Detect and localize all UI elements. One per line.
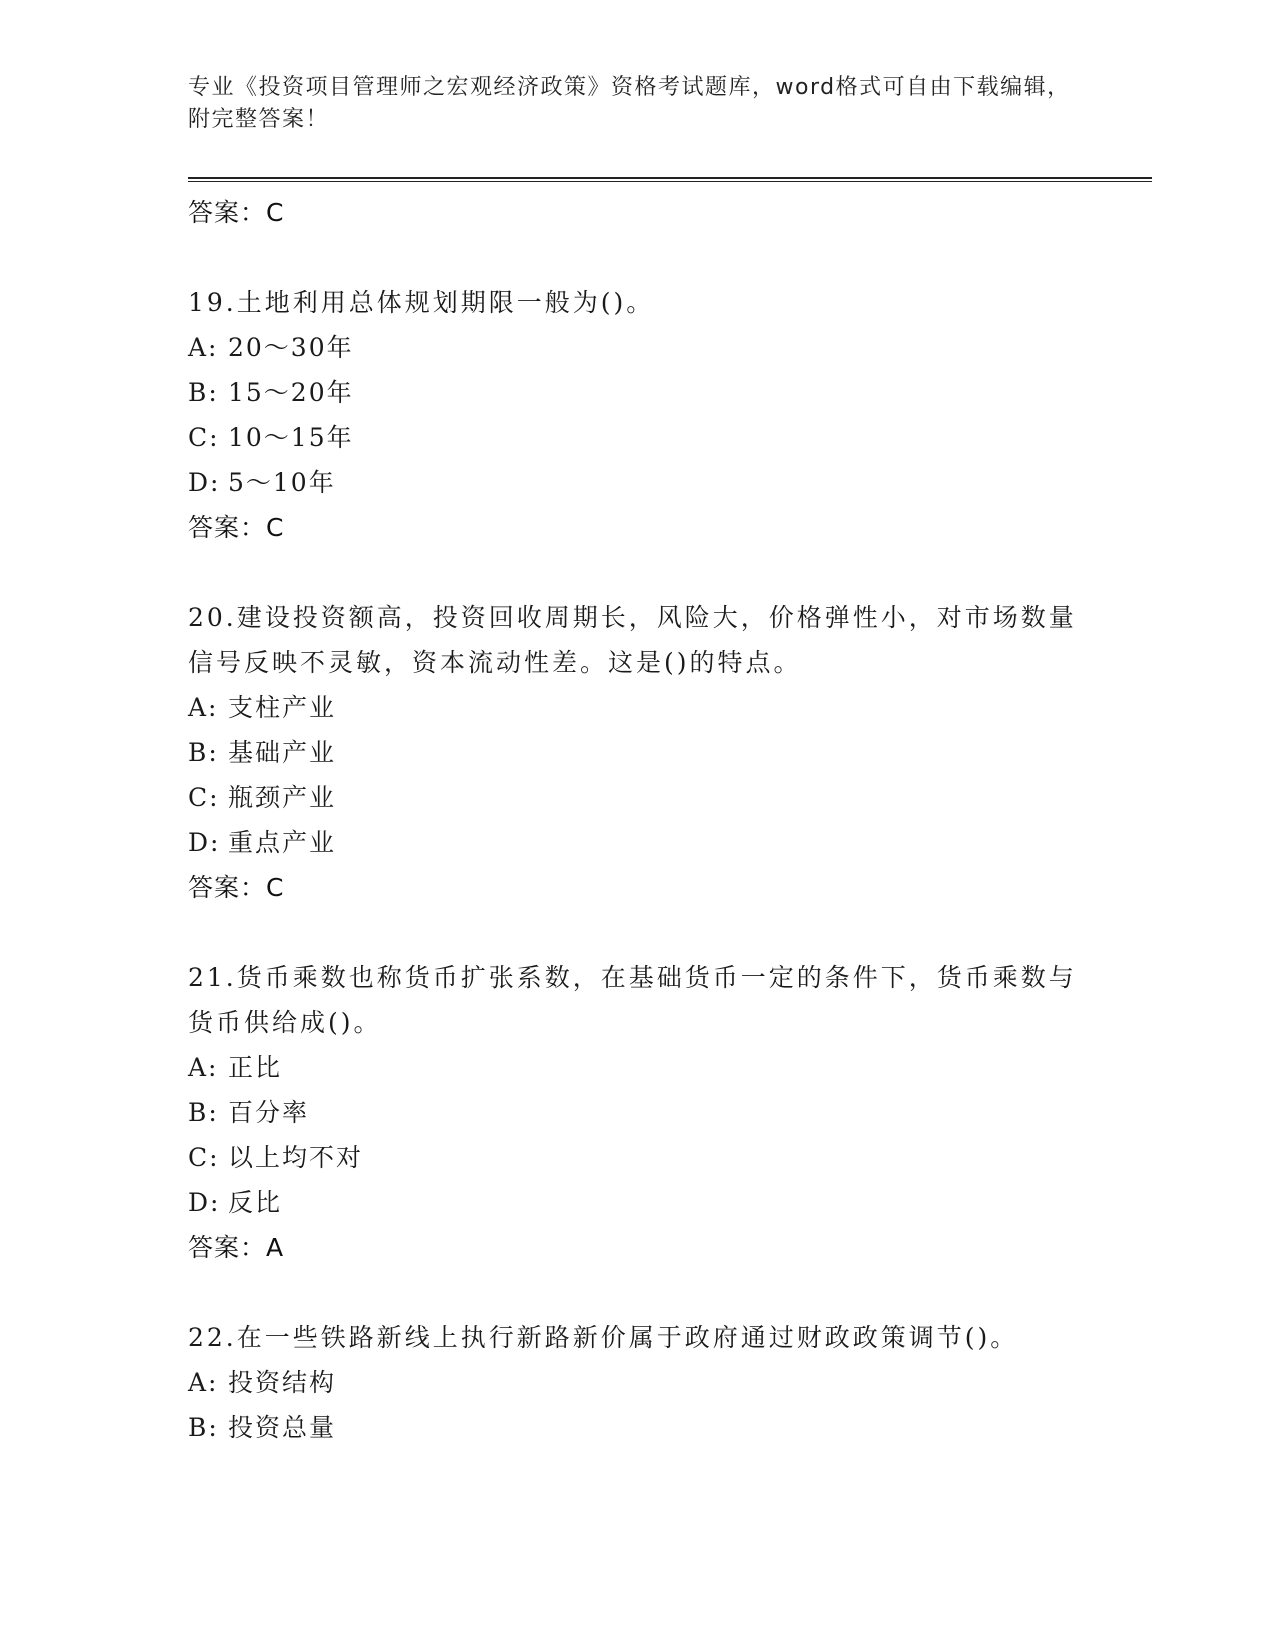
option-key: A: <box>188 333 219 362</box>
answer: 答案：A <box>188 1233 285 1262</box>
question-stem: 19.土地利用总体规划期限一般为()。 <box>188 288 655 317</box>
option-key: A: <box>188 1368 219 1397</box>
question-stem: 22.在一些铁路新线上执行新路新价属于政府通过财政政策调节()。 <box>188 1323 1019 1352</box>
option-key: B: <box>188 378 219 407</box>
option-a <box>188 325 1088 370</box>
option-text: 投资总量 <box>228 1413 337 1442</box>
option-key: A: <box>188 693 219 722</box>
option-d <box>188 820 1088 865</box>
answer: 答案：C <box>188 513 285 542</box>
option-text: 重点产业 <box>228 828 337 857</box>
option-key: B: <box>188 738 219 767</box>
option-d <box>188 1180 1088 1225</box>
question-stem: 21.货币乘数也称货币扩张系数，在基础货币一定的条件下，货币乘数与货币供给成()。 <box>188 963 1077 1037</box>
option-text: 反比 <box>228 1188 283 1217</box>
option-text: 5～10年 <box>228 468 336 497</box>
header-rule <box>188 177 1152 179</box>
option-key: D: <box>188 1188 221 1217</box>
header-text: 专业《投资项目管理师之宏观经济政策》资格考试题库，word格式可自由下载编辑，附完整答案！ <box>188 75 1071 132</box>
option-key: B: <box>188 1098 219 1127</box>
option-b <box>188 730 1088 775</box>
option-key: C: <box>188 423 220 452</box>
option-text: 百分率 <box>228 1098 310 1127</box>
answer: 答案：C <box>188 873 285 902</box>
option-text: 正比 <box>228 1053 283 1082</box>
document-header <box>188 72 1088 136</box>
option-key: A: <box>188 1053 219 1082</box>
question-stem: 20.建设投资额高，投资回收周期长，风险大，价格弹性小，对市场数量信号反映不灵敏，资本流动性差。这是()的特点。 <box>188 603 1077 677</box>
question-21 <box>188 955 1088 1271</box>
option-d <box>188 460 1088 505</box>
option-c <box>188 1135 1088 1180</box>
option-c <box>188 775 1088 820</box>
option-key: D: <box>188 468 221 497</box>
option-b <box>188 1405 1088 1450</box>
option-b <box>188 1090 1088 1135</box>
option-key: C: <box>188 1143 220 1172</box>
option-key: D: <box>188 828 221 857</box>
option-text: 基础产业 <box>228 738 337 767</box>
option-a <box>188 1045 1088 1090</box>
option-a <box>188 1360 1088 1405</box>
option-b <box>188 370 1088 415</box>
header-rule-thin <box>188 181 1152 182</box>
option-text: 支柱产业 <box>228 693 337 722</box>
option-c <box>188 415 1088 460</box>
document-body <box>188 190 1088 1450</box>
option-text: 以上均不对 <box>228 1143 364 1172</box>
question-19 <box>188 280 1088 551</box>
option-text: 20～30年 <box>228 333 354 362</box>
option-key: C: <box>188 783 220 812</box>
option-text: 15～20年 <box>228 378 354 407</box>
answer-previous: 答案：C <box>188 198 285 227</box>
option-text: 10～15年 <box>228 423 354 452</box>
option-a <box>188 685 1088 730</box>
option-text: 瓶颈产业 <box>228 783 337 812</box>
option-key: B: <box>188 1413 219 1442</box>
question-22 <box>188 1315 1088 1450</box>
option-text: 投资结构 <box>228 1368 337 1397</box>
question-20 <box>188 595 1088 911</box>
